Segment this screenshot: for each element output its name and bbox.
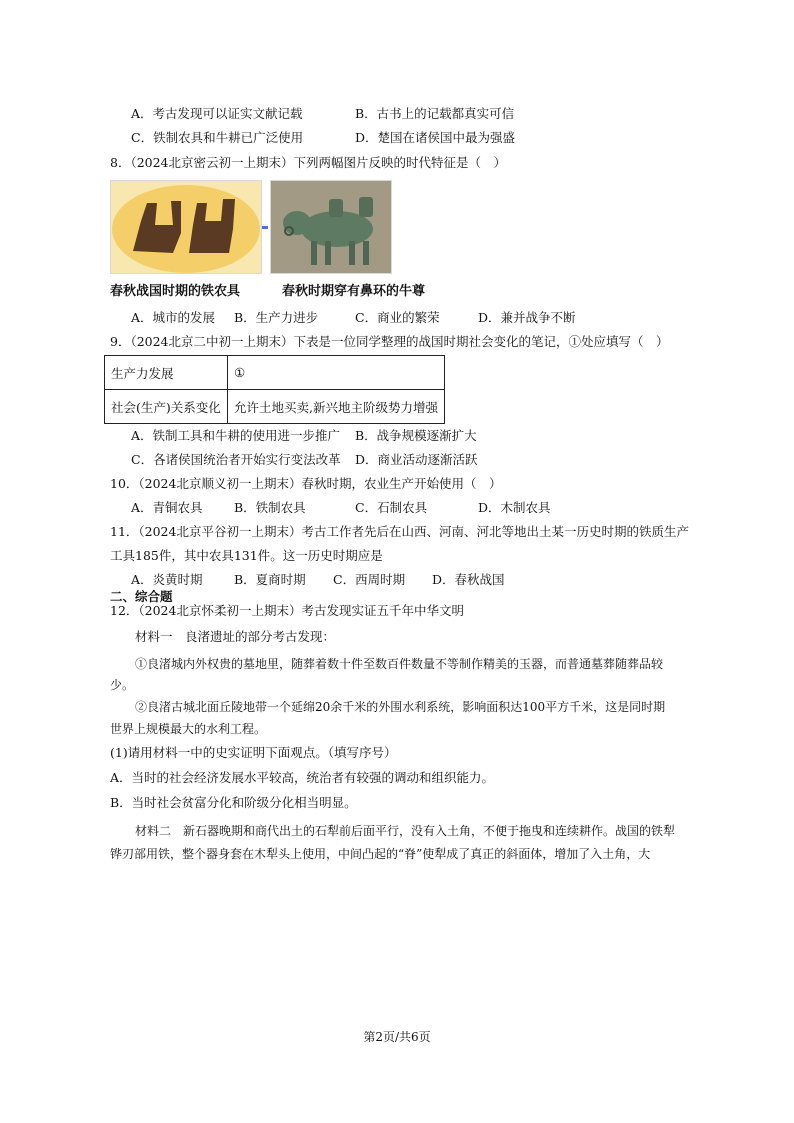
q12-stem: 12．（2024北京怀柔初一上期末）考古发现实证五千年中华文明 [110,603,464,618]
table-row [105,356,445,390]
q11-option-d: D．春秋战国 [432,572,505,587]
q9-stem: 9．（2024北京二中初一上期末）下表是一位同学整理的战国时期社会变化的笔记，①处应填写（ ） [110,334,669,349]
q12-material2-line1: 材料二 新石器晚期和商代出土的石犁前后面平行，没有入土角，不便于拖曳和连续耕作。战国的铁犁 [135,824,676,838]
q12-material1-title: 材料一 良渚遗址的部分考古发现： [135,629,336,644]
q7-option-d: D．楚国在诸侯国中最为强盛 [355,130,516,145]
q11-stem-line2: 工具185件，其中农具131件。这一历史时期应是 [110,548,383,563]
q10-option-c: C．石制农具 [355,500,428,515]
q8-option-c: C．商业的繁荣 [355,310,440,325]
q10-option-a: A．青铜农具 [131,500,203,515]
q10-stem: 10．（2024北京顺义初一上期末）春秋时期，农业生产开始使用（ ） [110,476,502,491]
q9-option-c: C．各诸侯国统治者开始实行变法改革 [131,452,341,467]
section-title: 二、综合题 [110,589,173,604]
table-cell: 生产力发展 [105,356,228,390]
page-number: 第2页/共6页 [363,1030,431,1044]
iron-tool-caption: 春秋战国时期的铁农具 [110,284,241,299]
iron-tool-image [110,180,262,274]
q12-m1-item1-line1: ①良渚城内外权贵的墓地里，随葬着数十件至数百件数量不等制作精美的玉器，而普通墓葬随葬品较 [135,657,664,671]
q7-option-c: C．铁制农具和牛耕已广泛使用 [131,130,304,145]
q8-stem: 8．（2024北京密云初一上期末）下列两幅图片反映的时代特征是（ ） [110,155,507,170]
q7-option-a: A．考古发现可以证实文献记载 [131,106,303,121]
q11-option-c: C．西周时期 [333,572,406,587]
q10-option-d: D．木制农具 [478,500,551,515]
q11-stem-line1: 11．（2024北京平谷初一上期末）考古工作者先后在山西、河南、河北等地出土某一历史时期的铁质生产 [110,524,689,539]
q8-option-b: B．生产力进步 [234,310,319,325]
q11-option-a: A．炎黄时期 [131,572,203,587]
image-separator [262,226,268,229]
q8-option-d: D．兼并战争不断 [478,310,576,325]
table-cell: 允许土地买卖,新兴地主阶级势力增强 [228,390,445,424]
q10-option-b: B．铁制农具 [234,500,306,515]
table-cell: 社会(生产)关系变化 [105,390,228,424]
q9-notes-table [104,355,445,424]
q12-m1-item1-line2: 少。 [110,678,135,692]
q12-sub1: (1)请用材料一中的史实证明下面观点。（填写序号） [110,745,397,760]
ox-zun-image [270,180,392,274]
q9-option-b: B．战争规模逐渐扩大 [355,428,477,443]
q9-option-d: D．商业活动逐渐活跃 [355,452,478,467]
table-row [105,390,445,424]
q12-material2-line2: 铧刃部用铁，整个器身套在木犁头上使用，中间凸起的“脊”使犁成了真正的斜面体，增加了入土角，大 [110,847,651,861]
q8-option-a: A．城市的发展 [131,310,216,325]
q12-point-a: A．当时的社会经济发展水平较高，统治者有较强的调动和组织能力。 [110,770,495,785]
q11-option-b: B．夏商时期 [234,572,306,587]
q12-point-b: B．当时社会贫富分化和阶级分化相当明显。 [110,795,357,810]
q12-m1-item2-line2: 世界上规模最大的水利工程。 [110,722,267,736]
q9-option-a: A．铁制工具和牛耕的使用进一步推广 [131,428,341,443]
table-cell: ① [228,356,445,390]
q12-m1-item2-line1: ②良渚古城北面丘陵地带一个延绵20余千米的外围水利系统，影响面积达100平方千米，这是同时期 [135,700,666,714]
ox-zun-caption: 春秋时期穿有鼻环的牛尊 [282,284,426,299]
q7-option-b: B．古书上的记载都真实可信 [355,106,515,121]
